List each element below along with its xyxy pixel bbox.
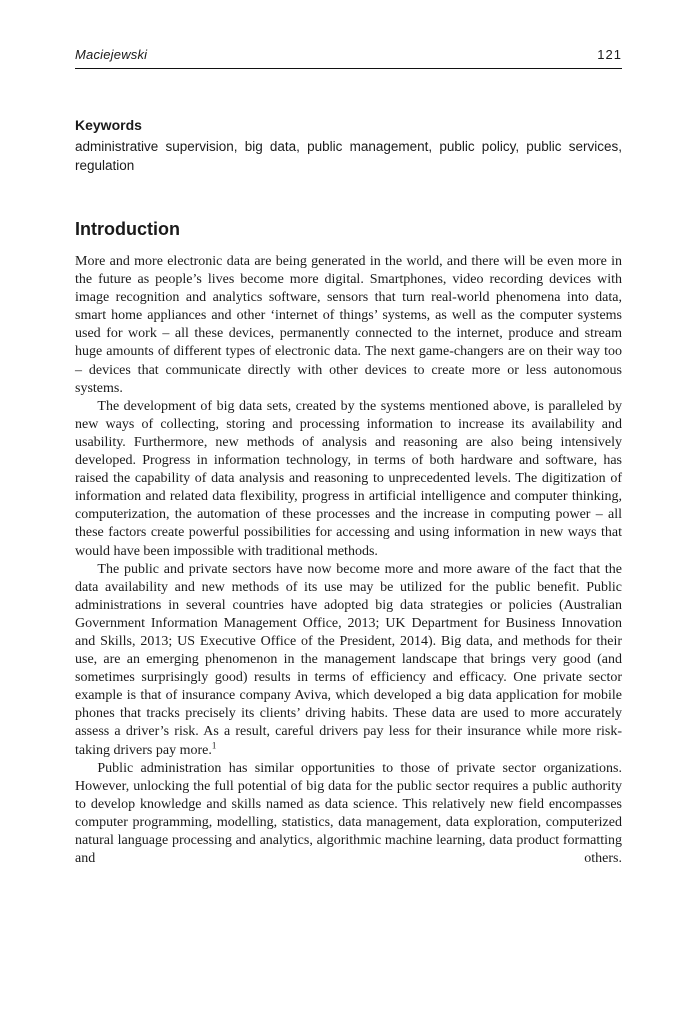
running-head-author: Maciejewski xyxy=(75,47,148,62)
body-paragraph: The development of big data sets, created by the systems mentioned above, is paralleled by new ways of collecting, storing and processing information to increase its availability and usability. Furthermore, new methods of analysis and reasoning are also being intensively developed. Progress in information technology, in terms of both hardware and software, has raised the capability of data analysis and reasoning to unprecedented levels. The digitization of information and related data flexibility, progress in artificial intelligence and computer thinking, computerization, the automation of these processes and the increase in computing power – all these factors create powerful possibilities for accessing and using information in new ways that would have been impossible with traditional methods. xyxy=(75,398,622,559)
keywords-section xyxy=(75,117,622,175)
body-paragraph: The public and private sectors have now become more and more aware of the fact that the data availability and new methods of its use may be utilized for the public benefit. Public administrations in several countries have adopted big data strategies or policies (Australian Government Information Management Office, 2013; UK Department for Business Innovation and Skills, 2013; US Executive Office of the President, 2014). Big data, and methods for their use, are an emerging phenomenon in the management landscape that brings very good (and sometimes surprisingly good) results in terms of efficiency and efficacy. One private sector example is that of insurance company Aviva, which developed a big data application for mobile phones that tracks precisely its clients’ driving habits. These data are used to more accurately assess a driver’s risk. As a result, careful drivers pay less for their insurance while more risk-taking drivers pay more.$^1$ xyxy=(75,561,622,758)
introduction-paragraphs xyxy=(75,253,622,868)
body-paragraph: Public administration has similar opportunities to those of private sector organizations. However, unlocking the full potential of big data for the public sector requires a public authority to develop knowledge and skills named as data science. This relatively new field encompasses computer programming, modelling, statistics, data management, data exploration, computerized natural language processing and analytics, algorithmic machine learning, data product formatting and others. xyxy=(75,760,622,867)
page-number: 121 xyxy=(597,47,622,62)
introduction-section xyxy=(75,219,622,868)
keywords-text: administrative supervision, big data, public management, public policy, public services, regulation xyxy=(75,139,622,173)
keywords-heading: Keywords xyxy=(75,117,142,133)
introduction-heading: Introduction xyxy=(75,219,180,239)
page-header xyxy=(75,48,622,69)
body-paragraph: More and more electronic data are being generated in the world, and there will be even more in the future as people’s lives become more digital. Smartphones, video recording devices with image recognition and analytics software, sensors that turn real-world phenomena into data, smart home appliances and other ‘internet of things’ systems, as well as the computer systems used for work – all these devices, permanently connected to the internet, produce and stream huge amounts of different types of electronic data. The next game-changers are on their way too – devices that communicate directly with other devices to create more or less autonomous systems. xyxy=(75,254,622,396)
footnote-marker: 1 xyxy=(211,739,217,750)
